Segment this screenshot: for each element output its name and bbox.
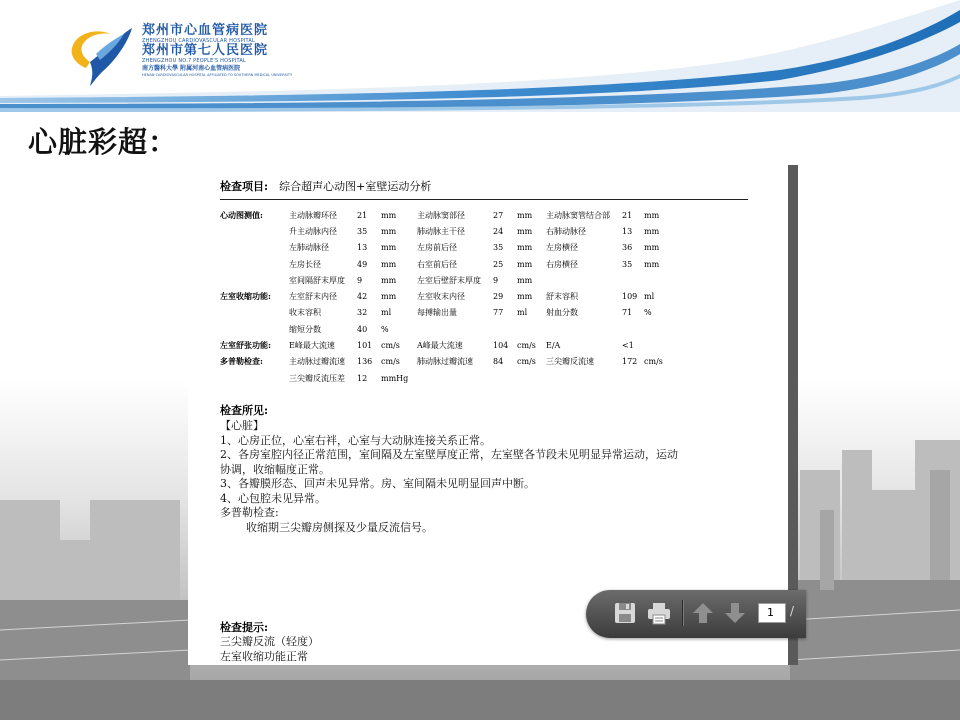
conclusion-label: 检查提示: bbox=[220, 621, 269, 634]
hospital-logo bbox=[66, 23, 293, 94]
measurement-row bbox=[220, 272, 674, 288]
measurement-row bbox=[220, 321, 674, 337]
param-value: 101 bbox=[357, 341, 373, 351]
param-name: A峰最大流速 bbox=[417, 341, 463, 351]
param-unit: mm bbox=[517, 259, 533, 269]
param-value: 109 bbox=[622, 292, 638, 302]
arrow-down-icon[interactable] bbox=[722, 600, 748, 626]
pdf-toolbar bbox=[586, 590, 806, 638]
section-label: 左室收缩功能: bbox=[220, 291, 271, 302]
page-title: 心脏彩超： bbox=[28, 125, 179, 159]
param-value: 35 bbox=[493, 243, 504, 253]
param-value: 12 bbox=[357, 373, 368, 383]
param-value bbox=[622, 370, 644, 386]
exam-item-row bbox=[220, 175, 431, 194]
param-name: 右室前后径 bbox=[417, 259, 457, 269]
section-label bbox=[220, 223, 289, 239]
param-name: 肺动脉过瓣流速 bbox=[417, 357, 473, 367]
findings-line: 3、各瓣膜形态、回声未见异常。房、室间隔未见明显回声中断。 bbox=[220, 477, 535, 490]
param-unit: mm bbox=[381, 210, 397, 220]
param-unit: ml bbox=[517, 308, 528, 318]
param-name: 三尖瓣反流速 bbox=[546, 357, 594, 367]
param-unit: mm bbox=[517, 292, 533, 302]
findings-line: 【心脏】 bbox=[220, 419, 264, 432]
measurement-row bbox=[220, 223, 674, 239]
page-separator: / bbox=[790, 604, 795, 618]
conclusion-line: 左室收缩功能正常 bbox=[220, 649, 308, 663]
param-name: E峰最大流速 bbox=[289, 341, 335, 351]
param-value bbox=[622, 321, 644, 337]
exam-divider bbox=[220, 199, 748, 200]
param-name: 三尖瓣反流压差 bbox=[289, 373, 345, 383]
param-value: 24 bbox=[493, 226, 504, 236]
param-unit bbox=[517, 370, 546, 386]
measurement-row bbox=[220, 240, 674, 256]
hospital1-name-en: ZHENGZHOU CARDIOVASCULAR HOSPITAL bbox=[142, 38, 255, 44]
param-name: 左室后壁舒末厚度 bbox=[417, 275, 481, 285]
param-value bbox=[622, 272, 644, 288]
param-unit: cm/s bbox=[517, 357, 536, 367]
measurement-row bbox=[220, 207, 674, 223]
param-value: 9 bbox=[357, 275, 363, 285]
toolbar-separator bbox=[682, 600, 683, 626]
affiliation-text: 南方醫科大學 附属河南心血管病医院 bbox=[142, 65, 241, 72]
measurement-row bbox=[220, 305, 674, 321]
section-label bbox=[220, 370, 289, 386]
param-unit: mm bbox=[381, 243, 397, 253]
param-value bbox=[493, 370, 517, 386]
findings-line: 协调，收缩幅度正常。 bbox=[220, 462, 330, 476]
param-name: 收末容积 bbox=[289, 308, 321, 318]
param-unit: cm/s bbox=[644, 357, 663, 367]
findings-line: 2、各房室腔内径正常范围，室间隔及左室壁厚度正常，左室壁各节段未见明显异常运动，运动 bbox=[220, 448, 678, 461]
param-name: 升主动脉内径 bbox=[289, 226, 337, 236]
param-value: 13 bbox=[357, 243, 368, 253]
param-value: 40 bbox=[357, 324, 368, 334]
param-unit: cm/s bbox=[517, 341, 536, 351]
save-icon[interactable] bbox=[612, 600, 638, 626]
param-value: 13 bbox=[622, 226, 633, 236]
section-label: 心动图测值: bbox=[220, 209, 263, 220]
section-label bbox=[220, 272, 289, 288]
param-unit bbox=[517, 321, 546, 337]
hospital1-name-cn: 郑州市心血管病医院 bbox=[142, 23, 269, 38]
section-label bbox=[220, 321, 289, 337]
param-value: 77 bbox=[493, 308, 504, 318]
param-unit: % bbox=[381, 324, 389, 334]
param-name: 主动脉窦管结合部 bbox=[546, 210, 610, 220]
param-name: E/A bbox=[546, 341, 561, 351]
param-value: 29 bbox=[493, 292, 504, 302]
section-label bbox=[220, 256, 289, 272]
conclusion-line: 三尖瓣反流（轻度） bbox=[220, 635, 319, 648]
param-name: 左房前后径 bbox=[417, 243, 457, 253]
findings-line: 1、心房正位，心室右袢，心室与大动脉连接关系正常。 bbox=[220, 433, 491, 447]
param-value bbox=[493, 321, 517, 337]
param-unit bbox=[644, 321, 674, 337]
param-name: 射血分数 bbox=[546, 308, 578, 318]
param-unit: mm bbox=[644, 210, 660, 220]
affiliation-text-en: HENAN CARDIOVASCULAR HOSPITAL AFFILIATED TO SOUTHERN MEDICAL UNIVERSITY bbox=[142, 73, 293, 77]
param-name: 左房长径 bbox=[289, 259, 321, 269]
conclusion-text bbox=[220, 635, 319, 664]
param-name: 每搏输出量 bbox=[417, 308, 457, 318]
param-name bbox=[546, 321, 622, 337]
exam-item-label: 检查项目: bbox=[220, 180, 269, 193]
exam-item-value: 综合超声心动图+室壁运动分析 bbox=[279, 180, 432, 193]
param-value: 32 bbox=[357, 308, 368, 318]
param-unit: mm bbox=[517, 275, 533, 285]
param-unit: mm bbox=[381, 292, 397, 302]
measurement-row bbox=[220, 256, 674, 272]
param-unit: mm bbox=[381, 226, 397, 236]
param-unit: mm bbox=[517, 210, 533, 220]
section-label bbox=[220, 305, 289, 321]
param-value: <1 bbox=[622, 341, 634, 351]
param-unit: mm bbox=[381, 259, 397, 269]
param-value: 25 bbox=[493, 259, 504, 269]
measurement-row bbox=[220, 370, 674, 386]
param-value: 84 bbox=[493, 357, 504, 367]
param-name: 右肺动脉径 bbox=[546, 226, 586, 236]
header-band bbox=[0, 0, 960, 112]
param-unit: cm/s bbox=[381, 341, 400, 351]
param-unit bbox=[644, 272, 674, 288]
param-name bbox=[546, 370, 622, 386]
page-number-input[interactable]: 1 bbox=[758, 603, 786, 623]
param-unit: mm bbox=[517, 243, 533, 253]
print-icon[interactable] bbox=[646, 600, 672, 626]
findings-line: 多普勒检查: bbox=[220, 506, 279, 519]
param-value: 172 bbox=[622, 357, 638, 367]
param-name bbox=[546, 272, 622, 288]
hospital2-name-en: ZHENGZHOU NO.7 PEOPLE'S HOSPITAL bbox=[142, 58, 246, 64]
param-unit: mm bbox=[517, 226, 533, 236]
param-name: 主动脉过瓣流速 bbox=[289, 357, 345, 367]
param-name: 右房横径 bbox=[546, 259, 578, 269]
param-value: 36 bbox=[622, 243, 633, 253]
param-unit bbox=[644, 370, 674, 386]
section-label: 多普勒检查: bbox=[220, 356, 263, 367]
param-name: 左房横径 bbox=[546, 243, 578, 253]
param-unit: ml bbox=[381, 308, 392, 318]
param-unit: mmHg bbox=[381, 373, 409, 383]
param-name: 左室收末内径 bbox=[417, 292, 465, 302]
param-value: 49 bbox=[357, 259, 368, 269]
param-unit: ml bbox=[644, 292, 655, 302]
arrow-up-icon[interactable] bbox=[690, 600, 716, 626]
param-value: 9 bbox=[493, 275, 499, 285]
findings-line: 收缩期三尖瓣房侧探及少量反流信号。 bbox=[246, 520, 433, 534]
findings-label: 检查所见: bbox=[220, 404, 269, 417]
param-name: 肺动脉主干径 bbox=[417, 226, 465, 236]
section-label bbox=[220, 240, 289, 256]
param-unit: mm bbox=[381, 275, 397, 285]
measurement-row bbox=[220, 354, 674, 370]
param-unit: mm bbox=[644, 226, 660, 236]
param-value: 71 bbox=[622, 308, 633, 318]
measurement-row bbox=[220, 288, 674, 304]
param-unit: mm bbox=[644, 243, 660, 253]
param-name: 主动脉窦部径 bbox=[417, 210, 465, 220]
measurement-row bbox=[220, 337, 674, 353]
param-name: 左室舒末内径 bbox=[289, 292, 337, 302]
param-name: 左肺动脉径 bbox=[289, 243, 329, 253]
param-value: 42 bbox=[357, 292, 368, 302]
param-value: 35 bbox=[357, 226, 368, 236]
param-name: 室间隔舒末厚度 bbox=[289, 275, 345, 285]
findings-text bbox=[220, 419, 750, 535]
param-value: 21 bbox=[622, 210, 633, 220]
hospital-logo-mark-icon bbox=[66, 24, 136, 88]
param-value: 35 bbox=[622, 259, 633, 269]
param-value: 27 bbox=[493, 210, 504, 220]
param-value: 104 bbox=[493, 341, 509, 351]
section-label: 左室舒张功能: bbox=[220, 340, 271, 351]
findings-line: 4、心包腔未见异常。 bbox=[220, 491, 326, 505]
measurements-table bbox=[220, 207, 674, 386]
param-unit: % bbox=[644, 308, 652, 318]
param-value: 136 bbox=[357, 357, 373, 367]
param-name bbox=[417, 321, 493, 337]
param-unit: mm bbox=[644, 259, 660, 269]
param-value: 21 bbox=[357, 210, 368, 220]
param-name: 舒末容积 bbox=[546, 292, 578, 302]
hospital2-name-cn: 郑州市第七人民医院 bbox=[142, 43, 269, 58]
param-unit bbox=[644, 337, 674, 353]
param-name: 主动脉瓣环径 bbox=[289, 210, 337, 220]
param-unit: cm/s bbox=[381, 357, 400, 367]
param-name: 缩短分数 bbox=[289, 324, 321, 334]
param-name bbox=[417, 370, 493, 386]
